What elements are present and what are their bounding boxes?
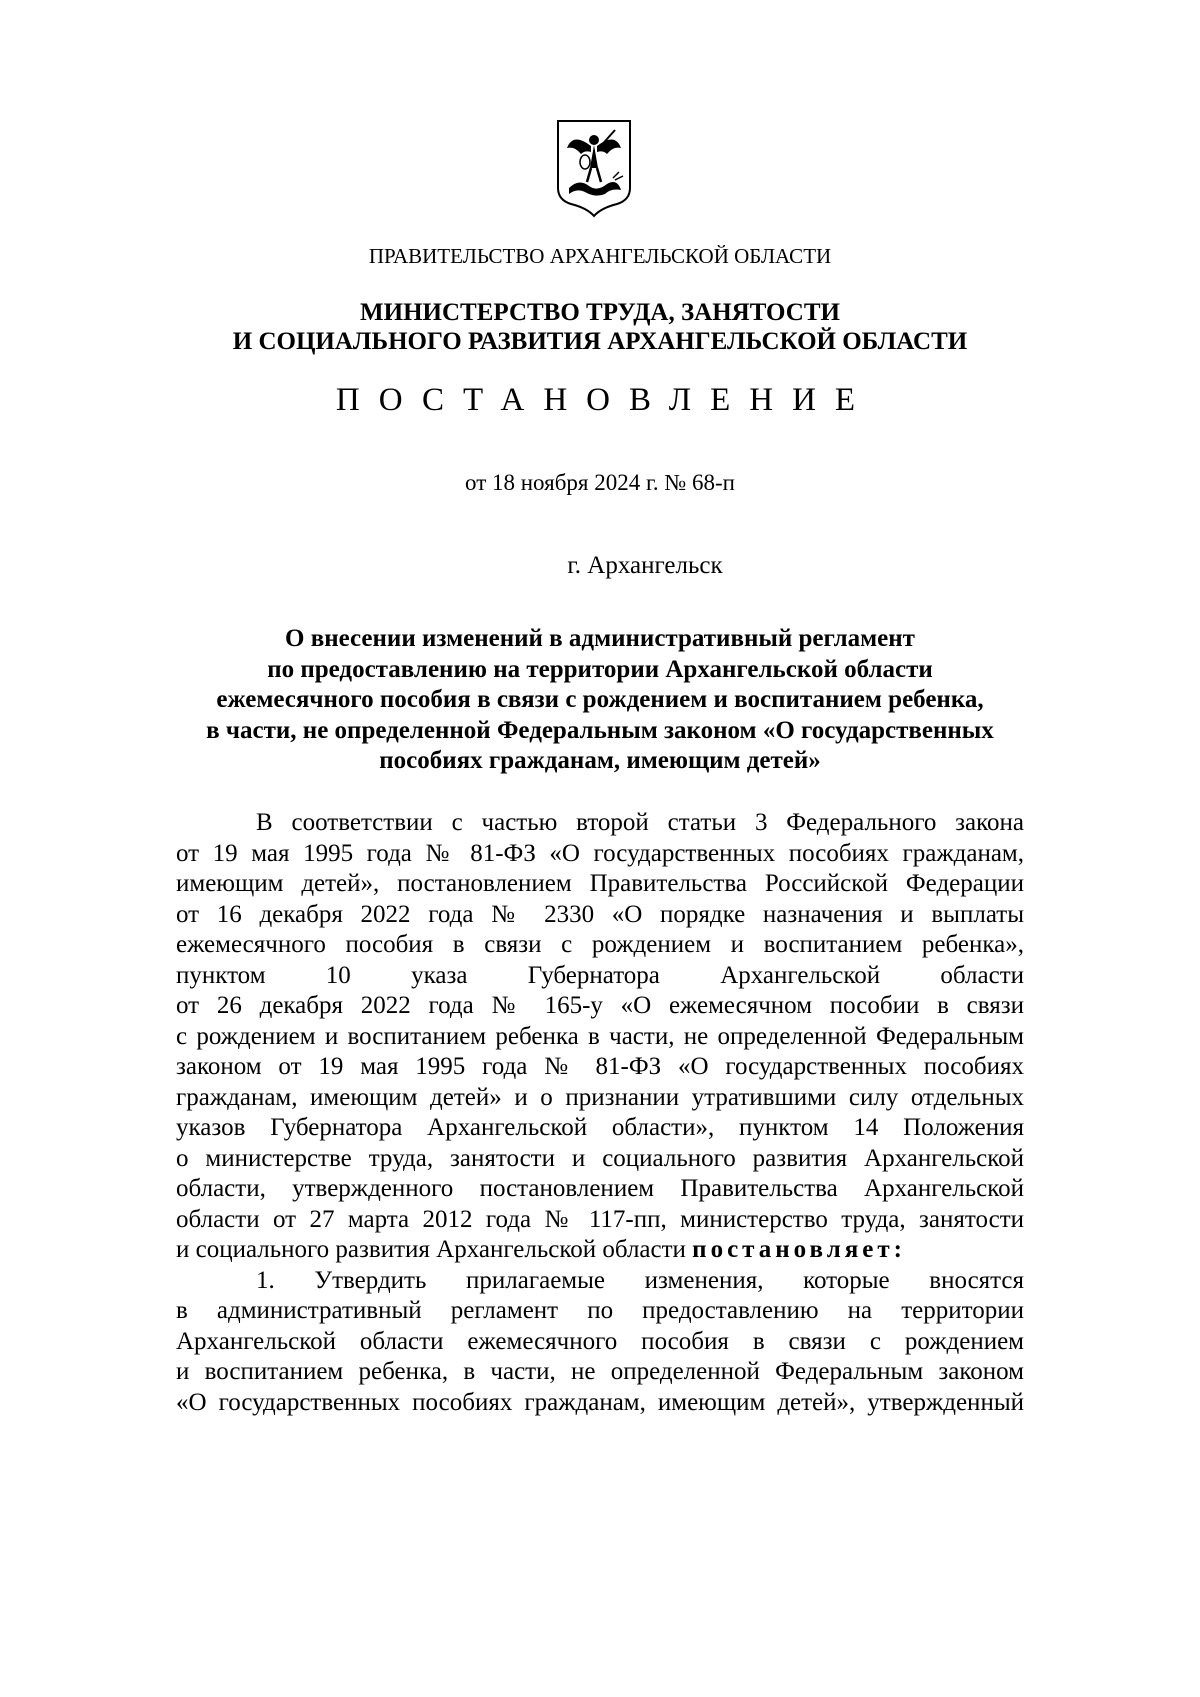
resolution-keyword: постановляет:: [692, 1236, 906, 1263]
item-line: и воспитанием ребенка, в части, не определенной Федеральным законом: [176, 1358, 1024, 1385]
document-date-number: от 18 ноября 2024 г. № 68-п: [465, 470, 735, 495]
body-line: указов Губернатора Архангельской области», пунктом 14 Положения: [176, 1114, 1024, 1141]
body-line: о министерстве труда, занятости и социального развития Архангельской: [176, 1144, 1024, 1172]
title-line: по предоставлению на территории Архангельской области: [267, 655, 933, 683]
title-line: ежемесячного пособия в связи с рождением и воспитанием ребенка,: [216, 686, 984, 713]
document-city: г. Архангельск: [567, 552, 723, 579]
body-line: с рождением и воспитанием ребенка в части, не определенной Федеральным: [176, 1022, 1024, 1050]
body-line: В соответствии с частью второй статьи 3 Федерального закона: [256, 809, 1024, 836]
body-line: имеющим детей», постановлением Правительства Российской Федерации: [176, 870, 1024, 897]
item-line: Архангельской области ежемесячного пособия в связи с рождением: [176, 1327, 1024, 1355]
ministry-line-2: И СОЦИАЛЬНОГО РАЗВИТИЯ АРХАНГЕЛЬСКОЙ ОБЛАСТИ: [232, 328, 968, 355]
body-line: гражданам, имеющим детей» и о признании утратившими силу отдельных: [176, 1083, 1024, 1111]
body-line: ежемесячного пособия в связи с рождением и воспитанием ребенка»,: [176, 931, 1024, 958]
item-line: «О государственных пособиях гражданам, имеющим детей», утвержденный: [176, 1388, 1024, 1416]
item-line: 1. Утвердить прилагаемые изменения, которые вносятся: [256, 1266, 1024, 1294]
resolution-prefix: и социального развития Архангельской области: [176, 1236, 693, 1263]
title-line: О внесении изменений в административный регламент: [285, 625, 915, 652]
body-line: от 19 мая 1995 года № 81-ФЗ «О государственных пособиях гражданам,: [176, 839, 1024, 867]
body-line: области, утвержденного постановлением Правительства Архангельской: [176, 1175, 1024, 1202]
body-line: от 16 декабря 2022 года № 2330 «О порядке назначения и выплаты: [176, 900, 1024, 928]
document-body: [176, 808, 1024, 1418]
body-line: от 26 декабря 2022 года № 165-у «О ежемесячном пособии в связи: [176, 992, 1024, 1019]
body-line-resolution: [176, 1235, 1024, 1266]
title-line: пособиях гражданам, имеющим детей»: [379, 747, 821, 774]
body-line: области от 27 марта 2012 года № 117-пп, министерство труда, занятости: [176, 1205, 1024, 1233]
document-title: [0, 624, 1200, 777]
coat-of-arms-icon: [555, 118, 633, 218]
title-line: в части, не определенной Федеральным законом «О государственных: [206, 716, 994, 744]
ministry-name: [0, 298, 1200, 356]
body-line: законом от 19 мая 1995 года № 81-ФЗ «О государственных пособиях: [176, 1053, 1024, 1080]
body-line: пунктом 10 указа Губернатора Архангельской области: [176, 961, 1024, 989]
government-name: ПРАВИТЕЛЬСТВО АРХАНГЕЛЬСКОЙ ОБЛАСТИ: [368, 244, 832, 268]
ministry-line-1: МИНИСТЕРСТВО ТРУДА, ЗАНЯТОСТИ: [360, 299, 840, 326]
item-line: в административный регламент по предоставлению на территории: [176, 1297, 1024, 1324]
document-type: ПОСТАНОВЛЕНИЕ: [335, 382, 875, 418]
